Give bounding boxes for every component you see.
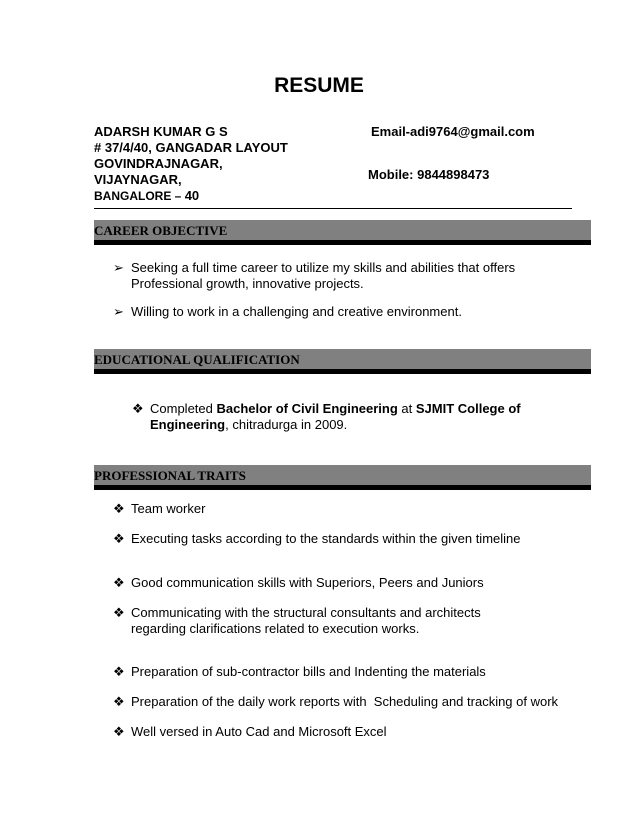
mobile: Mobile: 9844898473: [368, 167, 490, 182]
header-divider: [94, 208, 572, 209]
section-career-objective: [94, 220, 591, 245]
list-item: Willing to work in a challenging and creative environment.: [131, 304, 462, 319]
address-line-3: VIJAYNAGAR,: [94, 172, 182, 187]
email: Email-adi9764@gmail.com: [371, 124, 535, 139]
college-name: SJMIT College of Engineering: [150, 401, 521, 432]
diamond-bullet-icon: ❖: [113, 531, 125, 546]
address-line-1: # 37/4/40, GANGADAR LAYOUT: [94, 140, 288, 155]
diamond-bullet-icon: ❖: [132, 401, 144, 416]
diamond-bullet-icon: ❖: [113, 664, 125, 679]
arrow-bullet-icon: ➢: [113, 304, 124, 319]
list-item: Seeking a full time career to utilize my skills and abilities that offers Professional growth, innovative projects.: [131, 260, 516, 291]
section-heading: CAREER OBJECTIVE: [94, 223, 228, 238]
diamond-bullet-icon: ❖: [113, 501, 125, 516]
edu-mid: at: [397, 401, 416, 416]
page-title: RESUME: [274, 74, 364, 97]
address-line-2: GOVINDRAJNAGAR,: [94, 156, 223, 171]
list-item: Communicating with the structural consultants and architects regarding clarifications related to execution works.: [131, 605, 481, 636]
arrow-bullet-icon: ➢: [113, 260, 124, 275]
city-name: BANGALORE –: [94, 189, 182, 203]
section-professional-traits: [94, 465, 591, 490]
address-city: [94, 188, 288, 204]
list-item: Good communication skills with Superiors, Peers and Juniors: [131, 575, 484, 590]
edu-post: , chitradurga in 2009.: [225, 417, 348, 432]
education-item: [150, 401, 530, 433]
list-item: Team worker: [131, 501, 206, 516]
diamond-bullet-icon: ❖: [113, 694, 125, 709]
list-item: Preparation of the daily work reports with Scheduling and tracking of work: [131, 694, 559, 709]
list-item: Executing tasks according to the standards within the given timeline: [131, 531, 521, 546]
diamond-bullet-icon: ❖: [113, 724, 125, 739]
list-item: Preparation of sub-contractor bills and Indenting the materials: [131, 664, 486, 679]
section-heading: PROFESSIONAL TRAITS: [94, 468, 246, 483]
section-heading: EDUCATIONAL QUALIFICATION: [94, 352, 300, 367]
list-item: Well versed in Auto Cad and Microsoft Excel: [131, 724, 387, 739]
diamond-bullet-icon: ❖: [113, 605, 125, 620]
contact-block: [94, 124, 288, 204]
candidate-name: ADARSH KUMAR G S: [94, 124, 228, 139]
section-educational-qualification: [94, 349, 591, 374]
degree-name: Bachelor of Civil Engineering: [216, 401, 398, 416]
city-pin: 40: [184, 188, 200, 203]
edu-pre: Completed: [150, 401, 217, 416]
diamond-bullet-icon: ❖: [113, 575, 125, 590]
